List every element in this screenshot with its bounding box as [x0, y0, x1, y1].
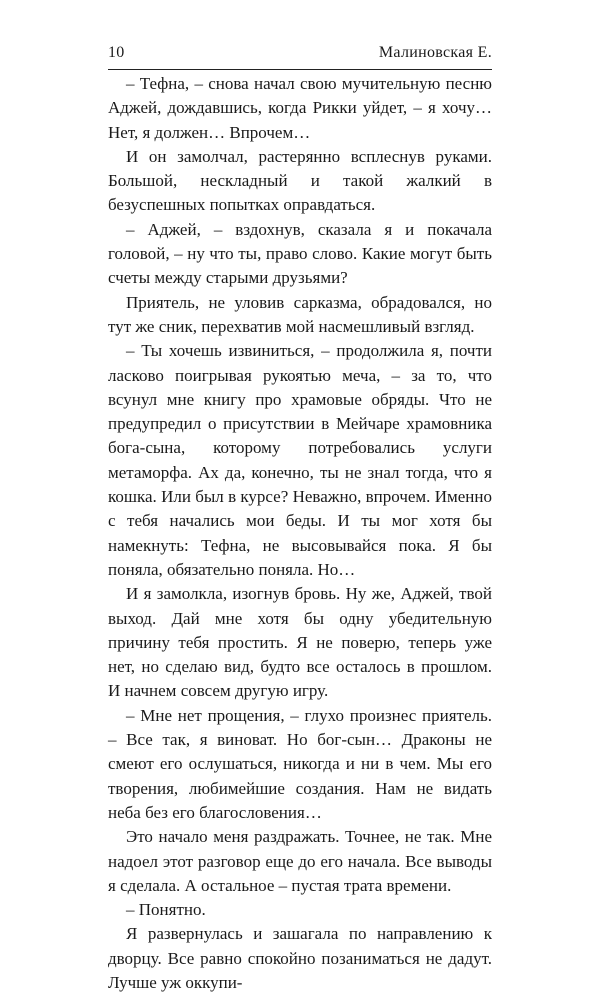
- header-rule: [108, 69, 492, 70]
- paragraph: – Аджей, – вздохнув, сказала я и покачала головой, – ну что ты, право слово. Какие могут быть счеты между старыми друзьями?: [108, 219, 492, 288]
- paragraph: – Мне нет прощения, – глухо произнес приятель. – Все так, я виноват. Но бог-сын… Драконы не смеют его ослушаться, никогда и ни в чем. Мы его творения, любимейшие создания. Нам не видать неба без его благословения…: [108, 705, 492, 822]
- paragraph: И я замолкла, изогнув бровь. Ну же, Аджей, твой выход. Дай мне хотя бы одну убедительную причину тебя простить. Я не поверю, теперь уже нет, но сделаю вид, будто все осталось в прошлом. И начнем совсем другую игру.: [108, 584, 492, 701]
- paragraph: И он замолчал, растерянно всплеснув руками. Большой, нескладный и такой жалкий в безуспешных попытках оправдаться.: [108, 146, 492, 215]
- running-title: Малиновская Е.: [378, 44, 492, 61]
- paragraph: Приятель, не уловив сарказма, обрадовался, но тут же сник, перехватив мой насмешливый взгляд.: [108, 292, 492, 336]
- paragraph: – Ты хочешь извиниться, – продолжила я, почти ласково поигрывая рукоятью меча, – за то, что всунул мне книгу про храмовые обряды. Что не предупредил о присутствии в Мейчаре храмовника бога-сына, которому потребовались услуги метаморфа. Ах да, конечно, ты не знал тогда, что я кошка. Или был в курсе? Неважно, впрочем. Именно с тебя начались мои беды. И ты мог хотя бы намекнуть: Тефна, не высовывайся пока. Я бы поняла, обязательно поняла. Но…: [108, 341, 492, 579]
- paragraph: Я развернулась и зашагала по направлению к дворцу. Все равно спокойно позаниматься не дадут. Лучше уж оккупи-: [108, 924, 492, 992]
- paragraph: – Понятно.: [126, 900, 206, 920]
- paragraph: – Тефна, – снова начал свою мучительную песню Аджей, дождавшись, когда Рикки уйдет, – я хочу… Нет, я должен… Впрочем…: [108, 74, 492, 142]
- running-header: [108, 44, 492, 68]
- body-text: [108, 72, 492, 995]
- page-number: 10: [108, 44, 125, 61]
- paragraph: Это начало меня раздражать. Точнее, не так. Мне надоел этот разговор еще до его начала. Все выводы я сделала. А остальное – пустая трата времени.: [108, 827, 492, 895]
